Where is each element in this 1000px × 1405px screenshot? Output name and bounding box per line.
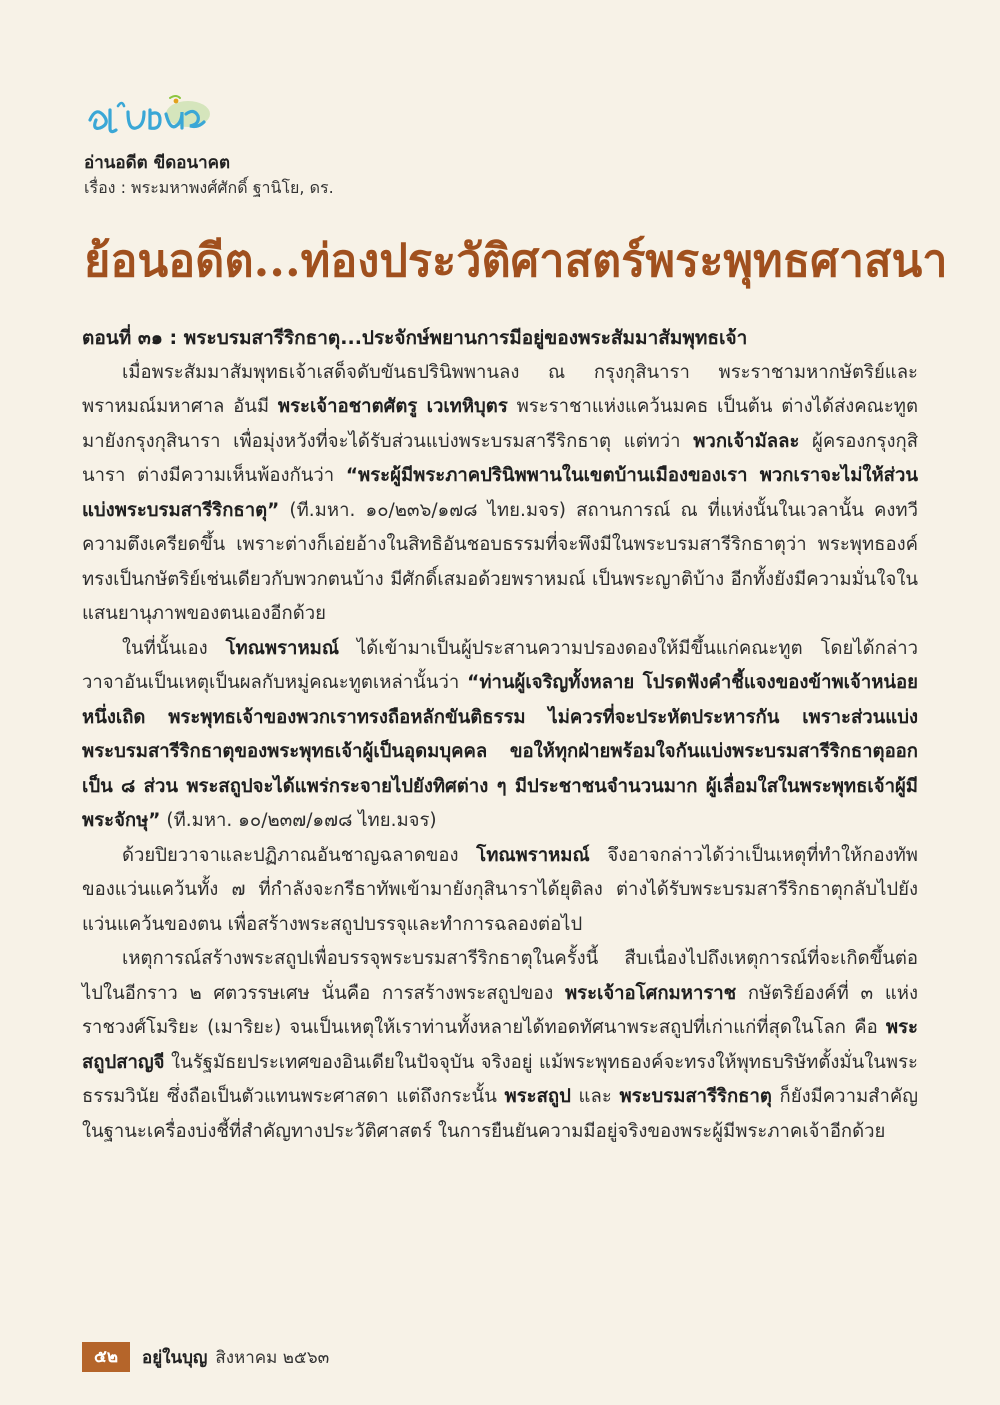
bold-name: โทณพราหมณ์ — [225, 637, 339, 659]
magazine-logo — [84, 92, 214, 142]
paragraph-3 — [82, 839, 918, 943]
text-run: (ที.มหา. ๑๐/๒๓๗/๑๗๘ ไทย.มจร) — [160, 810, 437, 831]
episode-heading: ตอนที่ ๓๑ : พระบรมสารีริกธาตุ...ประจักษ์พยานการมีอยู่ของพระสัมมาสัมพุทธเจ้า — [82, 327, 748, 349]
article-title: ย้อนอดีต...ท่องประวัติศาสตร์พระพุทธศาสนา — [84, 234, 948, 287]
text-run: ได้เข้ามาเป็นผู้ประสานความปรองดองให้มีขึ้นแก่คณะทูต โดยได้กล่าววาจาอันเป็นเหตุเป็นผลกับหมู่คณะทูตเหล่านั้นว่า — [82, 637, 919, 693]
bold-name: พระสถูป — [504, 1086, 571, 1107]
text-run: ก็ยังมีความสำคัญในฐานะเครื่องบ่งชี้ที่สำคัญทางประวัติศาสตร์ ในการยืนยันความมีอยู่จริงของพระผู้มีพระภาคเจ้าอีกด้วย — [82, 1086, 918, 1142]
bold-name: โทณพราหมณ์ — [476, 844, 590, 866]
text-run: ในที่นั้นเอง — [122, 637, 226, 659]
text-run: เหตุการณ์สร้างพระสถูปเพื่อบรรจุพระบรมสารีริกธาตุในครั้งนี้ สืบเนื่องไปถึงเหตุการณ์ที่จะเกิดขึ้นต่อไปในอีกราว ๒ ศตวรรษเศษ นั่นคือ การสร้างพระสถูปของ — [82, 948, 918, 1004]
page-footer — [82, 1342, 329, 1372]
bold-name: พระเจ้าอชาตศัตรู เวเทหิบุตร — [277, 396, 508, 417]
magazine-name: อยู่ในบุญ — [142, 1347, 208, 1368]
paragraph-1 — [82, 356, 918, 632]
bold-name: พระเจ้าอโศกมหาราช — [564, 982, 737, 1004]
text-run: ด้วยปิยวาจาและปฏิภาณอันชาญฉลาดของ — [122, 844, 477, 866]
text-run: พระราชาแห่งแคว้นมคธ เป็นต้น ต่างได้ส่งคณะทูตมายังกรุงกุสินารา เพื่อมุ่งหวังที่จะได้รับส่วนแบ่งพระบรมสารีริกธาตุ แต่ทว่า — [82, 396, 918, 452]
bold-name: พระบรมสารีริกธาตุ — [619, 1086, 772, 1107]
paragraph-4 — [82, 942, 918, 1149]
text-run: จึงอาจกล่าวได้ว่าเป็นเหตุที่ทำให้กองทัพของแว่นแคว้นทั้ง ๗ ที่กำลังจะกรีธาทัพเข้ามายังกุสินาราได้ยุติลง ต่างได้รับพระบรมสารีริกธาตุกลับไปยังแว่นแคว้นของตน เพื่อสร้างพระสถูปบรรจุและทำการฉลองต่อไป — [82, 844, 918, 935]
bold-name: พวกเจ้ามัลละ — [693, 430, 800, 452]
paragraph-2 — [82, 632, 918, 839]
bold-quote: “ท่านผู้เจริญทั้งหลาย โปรดฟังคำชี้แจงของข้าพเจ้าหน่อยหนึ่งเถิด พระพุทธเจ้าของพวกเราทรงถือหลักขันติธรรม ไม่ควรที่จะประหัตประหารกัน เพราะส่วนแบ่งพระบรมสารีริกธาตุของพระพุทธเจ้าผู้เป็นอุดมบุคคล ขอให้ทุกฝ่ายพร้อมใจกันแบ่งพระบรมสารีริกธาตุออกเป็น ๘ ส่วน พระสถูปจะได้แพร่กระจายไปยังทิศต่าง ๆ มีประชาชนจำนวนมาก ผู้เลื่อมใสในพระพุทธเจ้าผู้มีพระจักษุ” — [82, 672, 918, 831]
page-number-badge: ๕๒ — [82, 1342, 130, 1372]
byline: เรื่อง : พระมหาพงศ์ศักดิ์ ฐานิโย, ดร. — [84, 178, 334, 197]
section-kicker: อ่านอดีต ขีดอนาคต — [84, 153, 231, 173]
text-run: ในรัฐมัธยประเทศของอินเดียในปัจจุบัน จริงอยู่ แม้พระพุทธองค์จะทรงให้พุทธบริษัทตั้งมั่นในพระธรรมวินัย ซึ่งถือเป็นตัวแทนพระศาสดา แต่ถึงกระนั้น — [82, 1051, 918, 1107]
article-body — [82, 321, 918, 1149]
text-run: ผู้ครองกรุงกุสินารา ต่างมีความเห็นพ้องกันว่า — [82, 430, 918, 486]
issue-date: สิงหาคม ๒๕๖๓ — [215, 1347, 330, 1368]
text-run: และ — [570, 1086, 620, 1107]
text-run: กษัตริย์องค์ที่ ๓ แห่งราชวงศ์โมริยะ (เมาริยะ) จนเป็นเหตุให้เราท่านทั้งหลายได้ทอดทัศนาพระสถูปที่เก่าแก่ที่สุดในโลก คือ — [82, 982, 918, 1038]
bold-name: พระสถูปสาญจี — [82, 1017, 918, 1073]
magazine-logo-art — [84, 92, 214, 142]
text-run: เมื่อพระสัมมาสัมพุทธเจ้าเสด็จดับขันธปรินิพพานลง ณ กรุงกุสินารา พระราชามหากษัตริย์และพราหมณ์มหาศาล อันมี — [82, 361, 918, 417]
text-run: (ที.มหา. ๑๐/๒๓๖/๑๗๘ ไทย.มจร) สถานการณ์ ณ ที่แห่งนั้นในเวลานั้น คงทวีความตึงเครียดขึ้น เพราะต่างก็เอ่ยอ้างในสิทธิอันชอบธรรมที่จะพึงมีในพระบรมสารีริกธาตุว่า พระพุทธองค์ทรงเป็นกษัตริย์เช่นเดียวกับพวกตนบ้าง มีศักดิ์เสมอด้วยพราหมณ์ เป็นพระญาติบ้าง อีกทั้งยังมีความมั่นใจในแสนยานุภาพของตนเองอีกด้วย — [82, 499, 918, 624]
bold-quote: “พระผู้มีพระภาคปรินิพพานในเขตบ้านเมืองของเรา พวกเราจะไม่ให้ส่วนแบ่งพระบรมสารีริกธาตุ” — [82, 465, 918, 521]
